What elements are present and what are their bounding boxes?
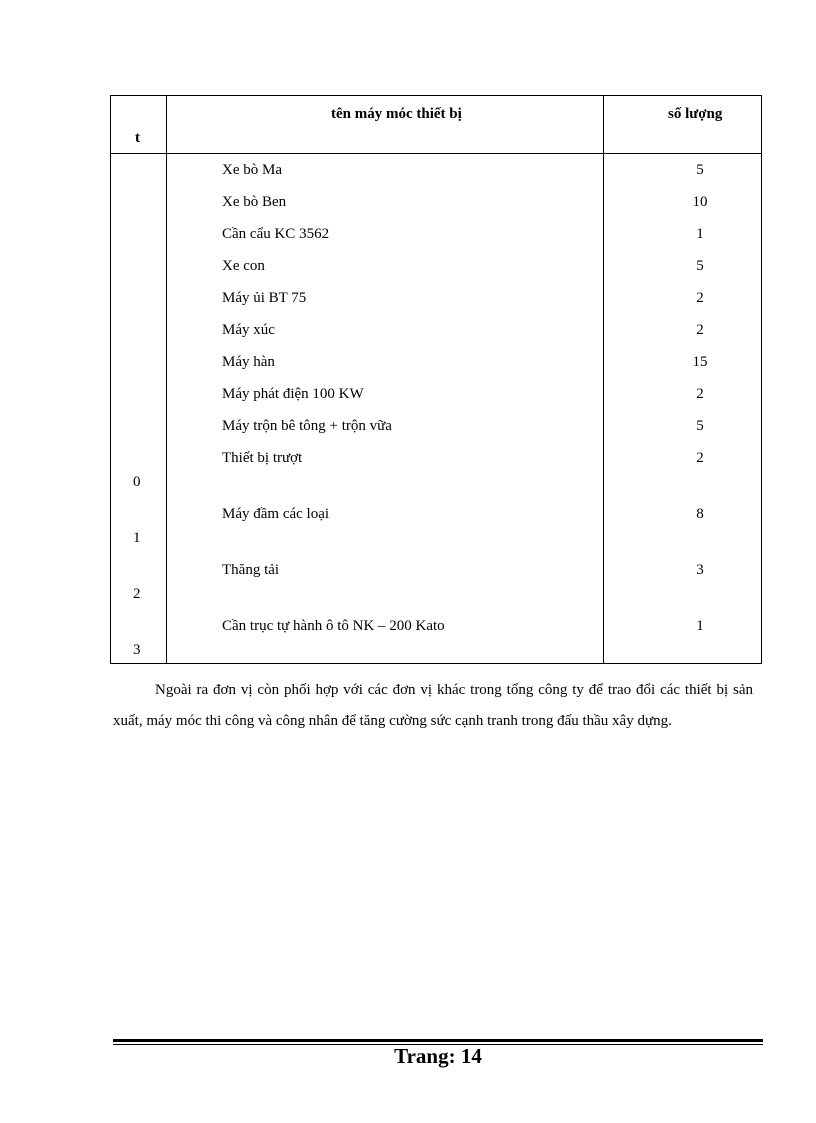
header-equipment-name: tên máy móc thiết bị [331,106,462,122]
row-name: Thăng tải [222,562,280,578]
row-stt: 0 [133,474,141,490]
row-name: Xe bò Ben [222,194,287,210]
row-name: Xe bò Ma [222,162,282,178]
row-qty: 15 [692,354,708,370]
row-qty: 1 [696,618,704,634]
row-qty: 3 [696,562,704,578]
row-qty: 5 [696,258,704,274]
row-name: Cần cẩu KC 3562 [222,226,330,242]
footer-rule [113,1039,763,1042]
header-divider [111,153,761,154]
row-qty: 10 [692,194,708,210]
row-qty: 5 [696,162,704,178]
row-stt: 2 [133,586,141,602]
row-qty: 5 [696,418,704,434]
row-qty: 2 [696,290,704,306]
header-quantity: số lượng [668,106,723,122]
row-stt: 1 [133,530,141,546]
equipment-table [110,95,762,664]
row-name: Cần trục tự hành ô tô NK – 200 Kato [222,618,445,634]
page-number: Trang: 14 [394,1044,482,1068]
body-paragraph: Ngoài ra đơn vị còn phối hợp với các đơn vị khác trong tổng công ty để trao đổi các thiết bị sản xuất, máy móc thi công và công nhân để tăng cường sức cạnh tranh trong đấu thầu xây dựng. [113,682,753,729]
row-name: Máy ủi BT 75 [222,290,307,306]
row-name: Máy đầm các loại [222,506,330,522]
row-name: Máy xúc [222,322,275,338]
row-stt: 3 [133,642,141,658]
row-name: Máy trộn bê tông + trộn vữa [222,418,392,434]
row-name: Thiết bị trượt [222,450,303,466]
row-name: Máy hàn [222,354,275,370]
row-qty: 2 [696,450,704,466]
row-qty: 1 [696,226,704,242]
row-qty: 2 [696,386,704,402]
header-stt: t [135,130,140,146]
row-name: Máy phát điện 100 KW [222,386,364,402]
row-qty: 8 [696,506,704,522]
row-qty: 2 [696,322,704,338]
table-divider [166,96,167,663]
row-name: Xe con [222,258,265,274]
